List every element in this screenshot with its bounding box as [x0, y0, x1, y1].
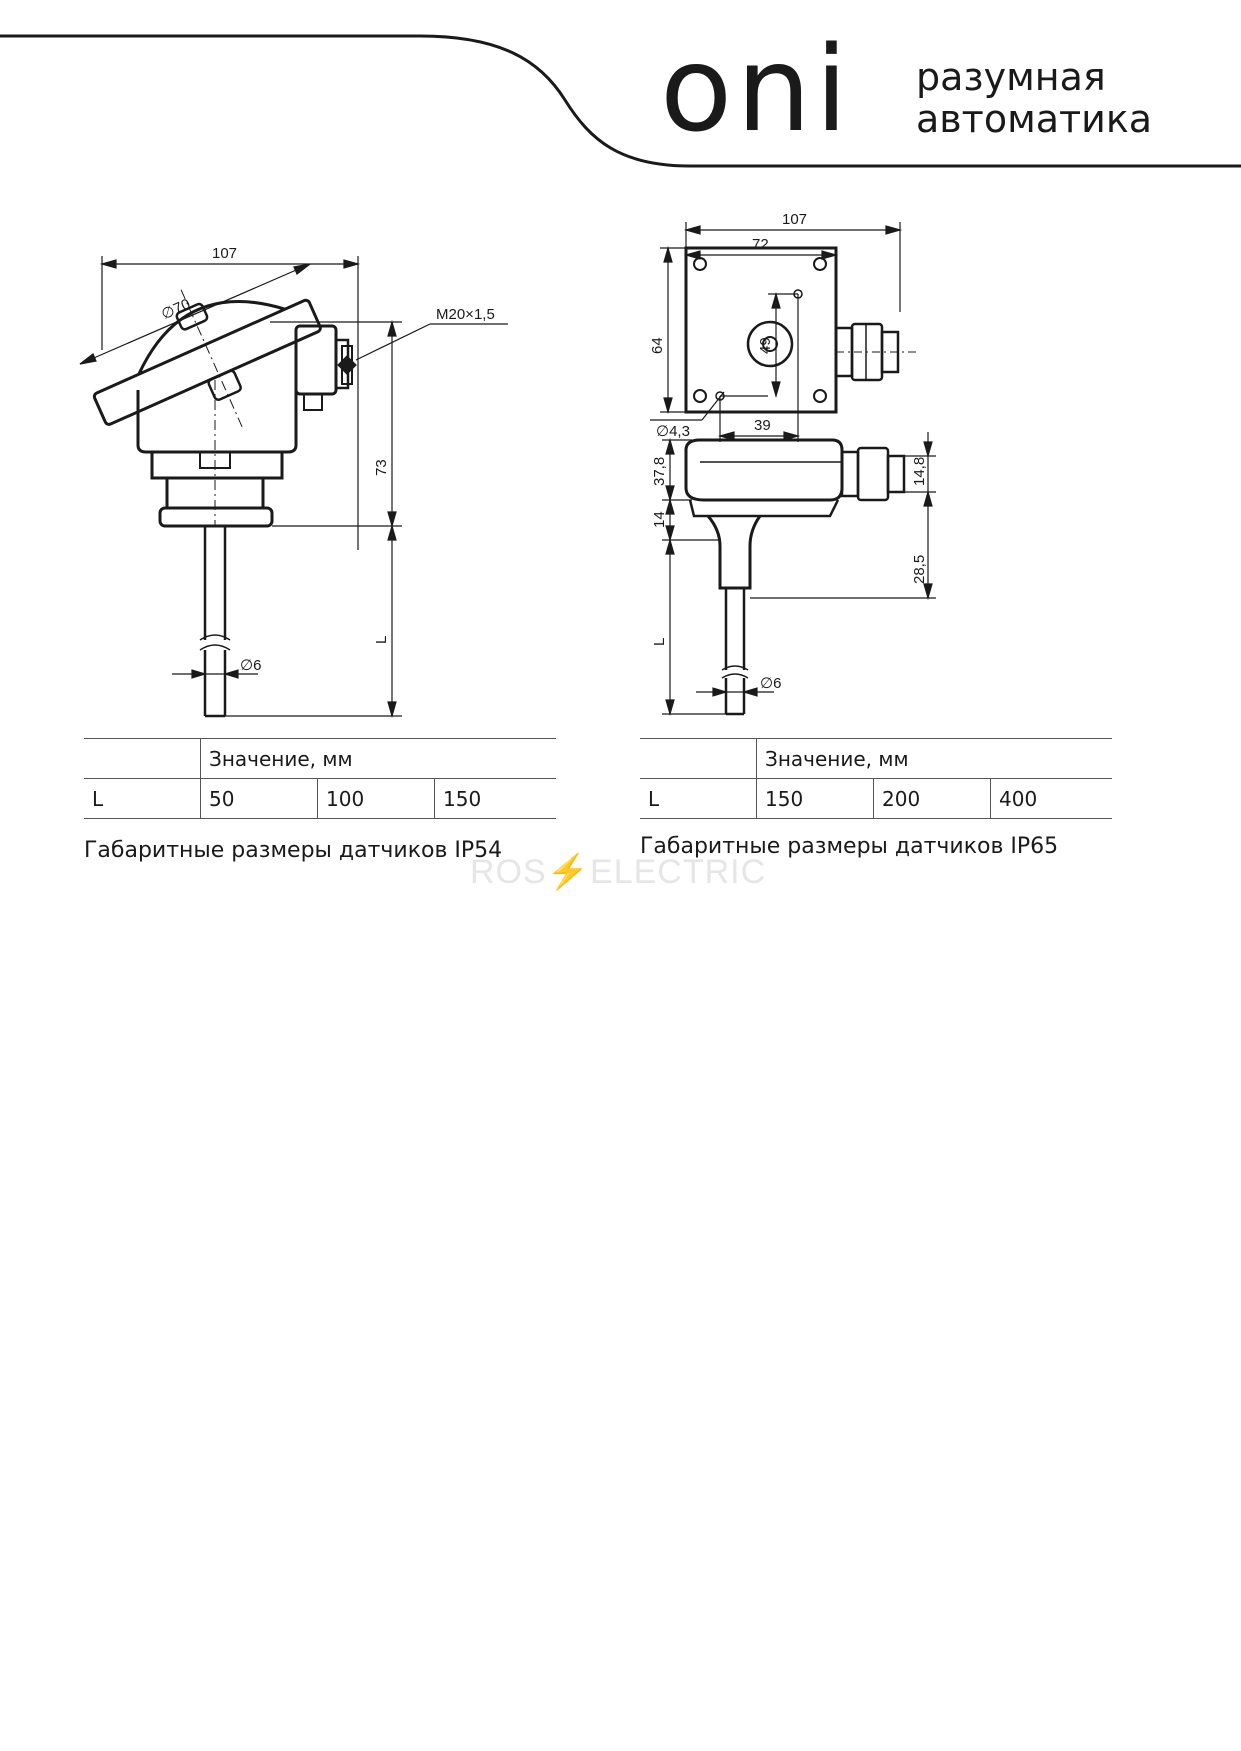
drawing-ip54: [60, 230, 560, 730]
dim-total-width: 107: [782, 211, 808, 228]
dim-inner-width: 72: [752, 236, 769, 253]
table-header: Значение, мм: [757, 739, 1113, 779]
table-header: Значение, мм: [201, 739, 557, 779]
bolt-icon: ⚡: [546, 853, 591, 891]
table-cell: 400: [991, 779, 1113, 819]
dim-thread: M20×1,5: [436, 306, 495, 323]
table-empty-cell: [84, 739, 201, 779]
dim-probe-diameter: ∅6: [240, 657, 262, 674]
dim-length-l: L: [651, 637, 668, 646]
table-row: [640, 779, 1112, 819]
table-cell: 150: [435, 779, 557, 819]
table-cell: 150: [757, 779, 874, 819]
dim-height-73: 73: [373, 459, 390, 476]
dim-gland: 14,8: [911, 456, 928, 486]
caption-ip54: Габаритные размеры датчиков IP54: [84, 838, 503, 863]
table-row: [640, 739, 1112, 779]
drawing-ip65: [620, 200, 1120, 730]
table-cell: 200: [874, 779, 991, 819]
table-ip65: [640, 738, 1112, 819]
table-ip54: [84, 738, 556, 819]
dim-probe-diameter: ∅6: [760, 675, 782, 692]
tagline-line1: разумная: [916, 55, 1106, 99]
watermark-right: ELECTRIC: [590, 853, 767, 891]
dim-neck: 14: [651, 511, 668, 528]
dim-head-diameter: ∅70: [158, 295, 193, 324]
watermark-left: ROS: [470, 853, 547, 891]
brand-tagline: [916, 56, 1152, 140]
dim-length-l: L: [373, 635, 390, 644]
dim-plate-height: 64: [649, 337, 666, 354]
dim-width-107: 107: [212, 245, 238, 262]
table-row: [84, 779, 556, 819]
dim-hole-diameter: ∅4,3: [656, 423, 690, 440]
dim-neck2: 28,5: [911, 554, 928, 584]
brand-logo: oni: [660, 20, 852, 158]
tagline-line2: автоматика: [916, 97, 1153, 141]
dim-body-height: 37,8: [651, 456, 668, 486]
table-row-label: L: [84, 779, 201, 819]
table-cell: 100: [318, 779, 435, 819]
table-row-label: L: [640, 779, 757, 819]
dim-hole-spacing-v: 49: [757, 337, 774, 354]
table-row: [84, 739, 556, 779]
watermark: [470, 852, 766, 892]
caption-ip65: Габаритные размеры датчиков IP65: [640, 834, 1059, 859]
table-cell: 50: [201, 779, 318, 819]
dim-hole-spacing-h: 39: [754, 417, 771, 434]
table-empty-cell: [640, 739, 757, 779]
